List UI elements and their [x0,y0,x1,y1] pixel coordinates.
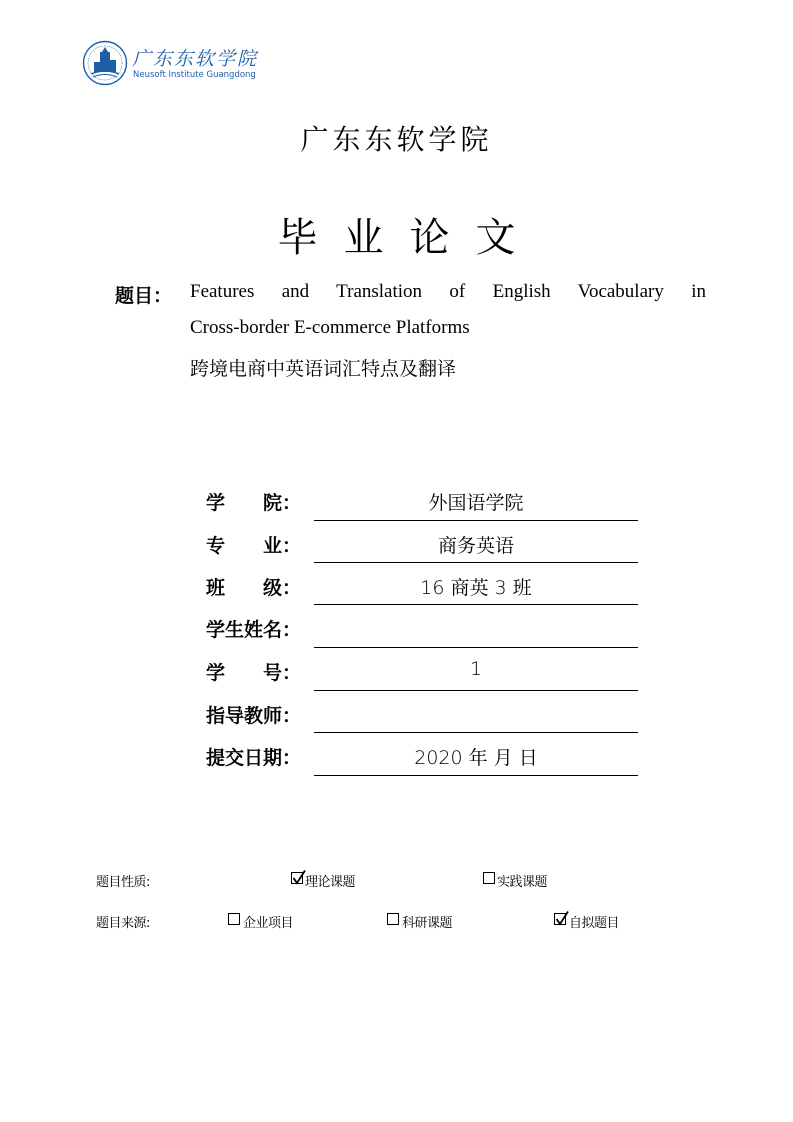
info-value: 1 [469,658,483,680]
info-value [314,701,638,725]
option-research-topic-label: 科研课题 [402,916,453,931]
school-name: 广东东软学院 [300,123,493,156]
option-theory-label: 理论课题 [305,875,356,890]
info-value: 16 商英 3 班 [420,577,532,599]
option-self-proposed-label: 自拟题目 [569,916,620,931]
underline [314,604,638,605]
info-label: 班 级： [206,577,302,599]
info-value: 外国语学院 [428,492,524,514]
institute-logo [82,40,262,88]
school-emblem-icon [82,40,128,86]
thesis-title: 毕业论文 [277,215,542,261]
option-practice-label: 实践课题 [497,875,548,890]
topic-english-line-1: Features and Translation of English Vocabulary in [190,281,706,302]
info-label: 专 业： [206,535,302,557]
underline [314,732,638,733]
info-label: 学 号： [206,662,302,684]
option-enterprise-project-label: 企业项目 [243,916,294,931]
info-value: 2020 年 月 日 [414,747,538,769]
info-value [314,615,638,639]
underline [314,520,638,521]
underline [314,775,638,776]
info-label: 学 院： [206,492,302,514]
topic-english-line-2: Cross-border E-commerce Platforms [190,317,470,338]
logo-chinese-text: 广东东软学院 [132,48,259,70]
topic-nature-label: 题目性质: [96,875,150,890]
topic-label: 题目： [115,285,173,307]
underline [314,690,638,691]
info-label: 指导教师： [206,705,302,727]
check-icon [554,910,570,928]
logo-english-text: Neusoft Institute Guangdong [133,70,256,80]
checkbox-self-proposed[interactable] [554,913,566,925]
info-label: 提交日期： [206,747,302,769]
underline [314,647,638,648]
topic-source-label: 题目来源: [96,916,150,931]
checkbox-enterprise-project[interactable] [228,913,240,925]
underline [314,562,638,563]
checkbox-research-topic[interactable] [387,913,399,925]
checkbox-theory[interactable] [291,872,303,884]
topic-chinese: 跨境电商中英语词汇特点及翻译 [190,358,457,380]
info-value: 商务英语 [437,535,514,557]
info-label: 学生姓名： [206,619,302,641]
checkbox-practice[interactable] [483,872,495,884]
